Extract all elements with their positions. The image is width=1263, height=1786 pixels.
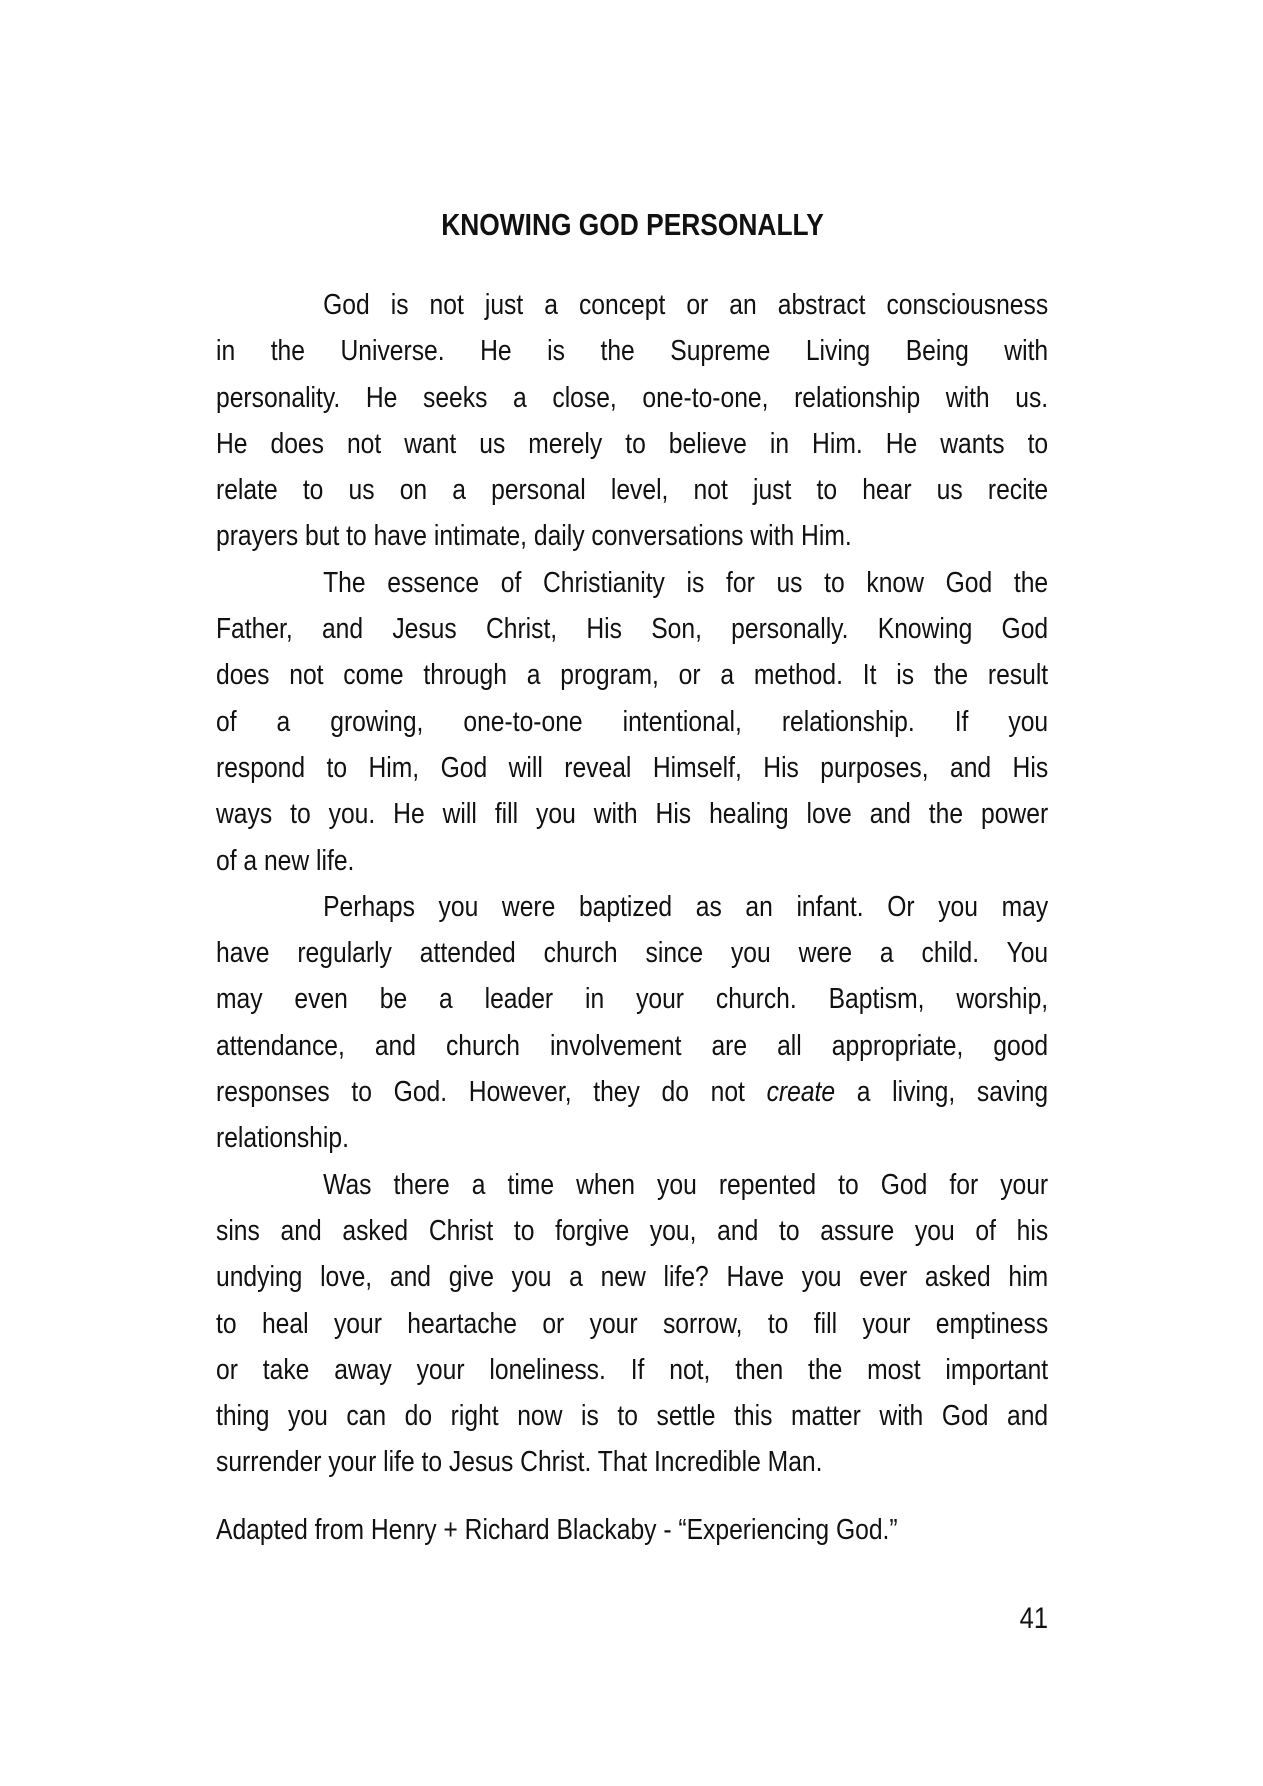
text-line: personality. He seeks a close, one-to-one, relationship with us. (216, 381, 1049, 414)
text-line: does not come through a program, or a method. It is the result (216, 659, 1049, 692)
text-line: Perhaps you were baptized as an infant. Or you may (323, 890, 1049, 923)
text-line: of a new life. (216, 844, 355, 877)
text-line: He does not want us merely to believe in Him. He wants to (216, 427, 1049, 460)
text-line: or take away your loneliness. If not, then the most important (216, 1353, 1049, 1386)
text-line: Father, and Jesus Christ, His Son, personally. Knowing God (216, 613, 1049, 646)
text-line: thing you can do right now is to settle this matter with God and (216, 1400, 1049, 1433)
text-line: respond to Him, God will reveal Himself, His purposes, and His (216, 751, 1049, 784)
paragraph (216, 560, 1048, 884)
body-text (216, 282, 1048, 1486)
paragraph (216, 282, 1048, 560)
text-line: ways to you. He will fill you with His healing love and the power (216, 798, 1049, 831)
text-line: of a growing, one-to-one intentional, relationship. If you (216, 705, 1049, 738)
text-line: responses to God. However, they do not create a living, saving (216, 1076, 1049, 1109)
text-column (216, 0, 1048, 1642)
text-line: prayers but to have intimate, daily conversations with Him. (216, 520, 852, 553)
text-line: relationship. (216, 1122, 349, 1155)
text-line: surrender your life to Jesus Christ. That Incredible Man. (216, 1446, 823, 1479)
page-title: KNOWING GOD PERSONALLY (440, 207, 824, 242)
text-line: God is not just a concept or an abstract consciousness (323, 289, 1049, 321)
text-line: relate to us on a personal level, not just to hear us recite (216, 474, 1049, 507)
text-line: may even be a leader in your church. Baptism, worship, (216, 983, 1049, 1016)
paragraph (216, 884, 1048, 1162)
text-line: attendance, and church involvement are all appropriate, good (216, 1029, 1049, 1062)
attribution-line: Adapted from Henry + Richard Blackaby - “Experiencing God.” (216, 1513, 898, 1546)
text-line: in the Universe. He is the Supreme Living Being with (216, 335, 1049, 368)
text-line: undying love, and give you a new life? Have you ever asked him (216, 1261, 1049, 1294)
text-line: to heal your heartache or your sorrow, to fill your emptiness (216, 1307, 1049, 1340)
text-line: sins and asked Christ to forgive you, and to assure you of his (216, 1214, 1049, 1247)
paragraph (216, 1162, 1048, 1486)
text-line: have regularly attended church since you were a child. You (216, 937, 1049, 970)
text-line: Was there a time when you repented to God for your (323, 1168, 1049, 1201)
page-number: 41 (1019, 1601, 1048, 1635)
text-line: The essence of Christianity is for us to know God the (323, 566, 1049, 599)
